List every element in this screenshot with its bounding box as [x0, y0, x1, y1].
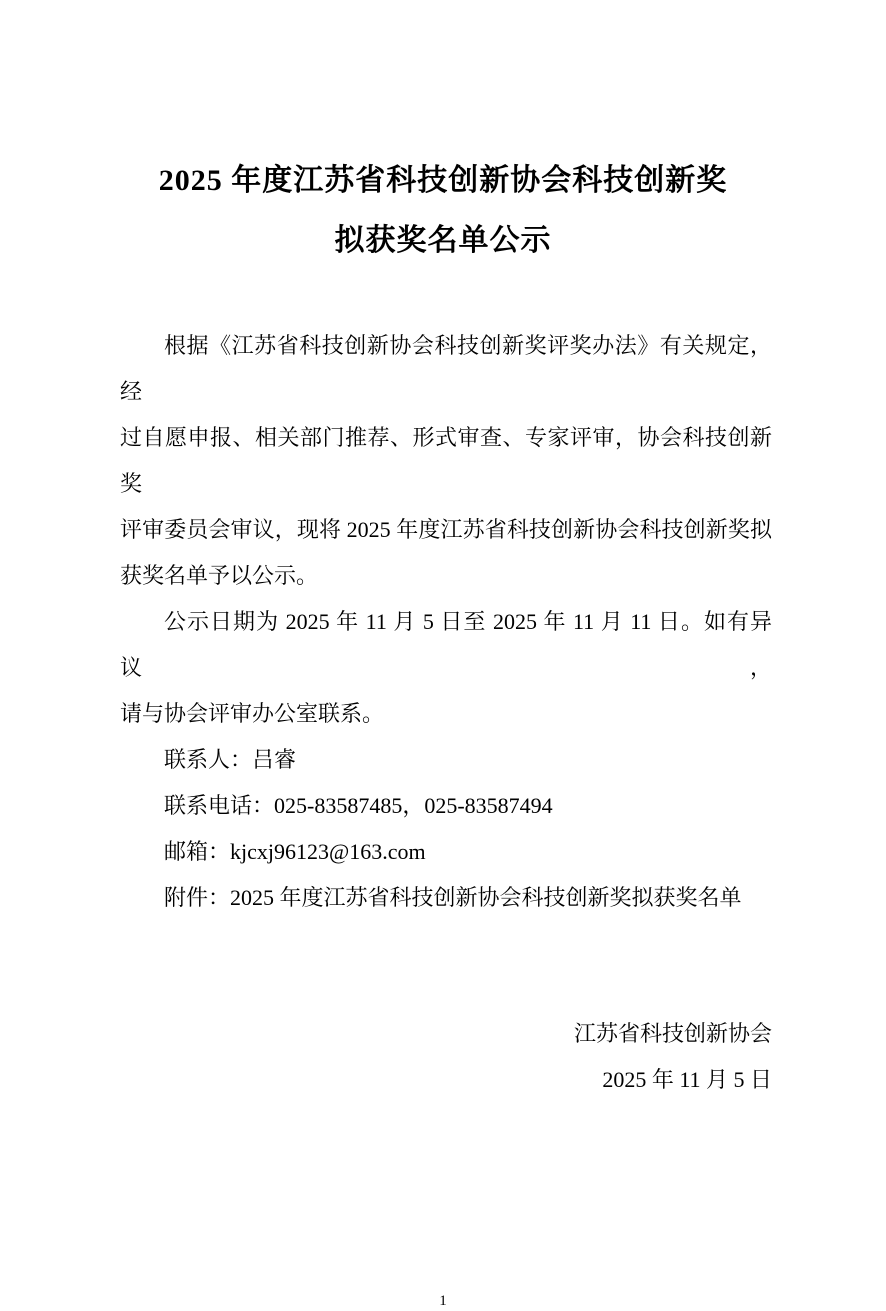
page-footer	[0, 1291, 886, 1311]
page-number: 1	[439, 1293, 447, 1309]
attachment-line: 附件：2025 年度江苏省科技创新协会科技创新奖拟获奖名单	[164, 885, 742, 910]
paragraph1-line3: 评审委员会审议，现将 2025 年度江苏省科技创新协会科技创新奖拟	[120, 517, 772, 542]
signature-block	[0, 1011, 886, 1103]
paragraph1-line1: 根据《江苏省科技创新协会科技创新奖评奖办法》有关规定，经	[120, 333, 772, 404]
contact-person-line: 联系人：吕睿	[164, 747, 297, 772]
document-title-line2: 拟获奖名单公示	[334, 224, 552, 257]
paragraph2-line1: 公示日期为 2025 年 11 月 5 日至 2025 年 11 月 11 日。如有异议，	[120, 609, 772, 680]
contact-phone-line: 联系电话：025-83587485，025-83587494	[164, 793, 553, 818]
document-title-line1: 2025 年度江苏省科技创新协会科技创新奖	[158, 164, 728, 197]
paragraph1-line2: 过自愿申报、相关部门推荐、形式审查、专家评审，协会科技创新奖	[120, 425, 772, 496]
document-body	[0, 323, 886, 921]
contact-email-line: 邮箱：kjcxj96123@163.com	[164, 839, 426, 864]
paragraph2-line2: 请与协会评审办公室联系。	[120, 701, 385, 726]
signature-date: 2025 年 11 月 5 日	[602, 1067, 772, 1092]
signature-organization: 江苏省科技创新协会	[573, 1021, 772, 1046]
paragraph1-line4: 获奖名单予以公示。	[120, 563, 319, 588]
